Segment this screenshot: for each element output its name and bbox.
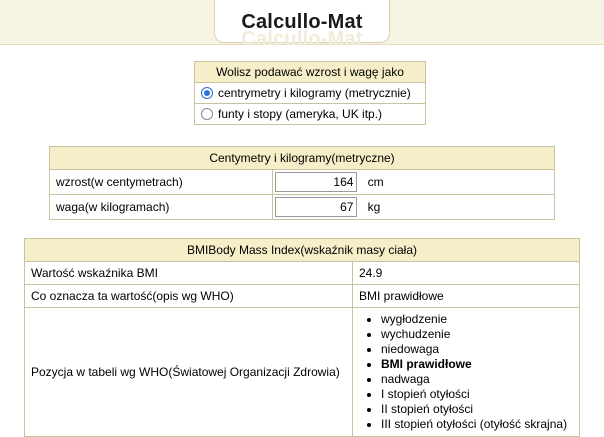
list-item: • II stopień otyłości bbox=[381, 402, 573, 417]
table-row bbox=[50, 170, 555, 195]
page-title-shadow: Calcullo-Mat bbox=[241, 28, 363, 50]
weight-input[interactable] bbox=[275, 197, 357, 217]
list-item: • wygłodzenie bbox=[381, 312, 573, 327]
height-unit: cm bbox=[363, 170, 555, 195]
list-item: • nadwaga bbox=[381, 372, 573, 387]
table-row bbox=[25, 308, 580, 437]
list-item-current: • BMI prawidłowe bbox=[381, 357, 573, 372]
list-item: • I stopień otyłości bbox=[381, 387, 573, 402]
who-scale-cell bbox=[353, 308, 580, 437]
table-row bbox=[25, 262, 580, 285]
units-selector-table bbox=[194, 61, 426, 125]
bmi-meaning-label: Co oznacza ta wartość(opis wg WHO) bbox=[25, 285, 353, 308]
units-option-imperial-label: funty i stopy (ameryka, UK itp.) bbox=[218, 107, 383, 121]
page-title: Calcullo-Mat bbox=[241, 11, 363, 33]
who-position-label: Pozycja w tabeli wg WHO(Światowej Organizacji Zdrowia) bbox=[25, 308, 353, 437]
bmi-value: 24.9 bbox=[353, 262, 580, 285]
list-item: • niedowaga bbox=[381, 342, 573, 357]
measurements-header: Centymetry i kilogramy(metryczne) bbox=[50, 147, 555, 170]
list-item: • wychudzenie bbox=[381, 327, 573, 342]
bmi-result-header: BMIBody Mass Index(wskaźnik masy ciała) bbox=[25, 239, 580, 262]
height-input[interactable] bbox=[275, 172, 357, 192]
radio-metric-icon[interactable] bbox=[201, 87, 213, 99]
weight-label: waga(w kilogramach) bbox=[50, 195, 273, 220]
height-label: wzrost(w centymetrach) bbox=[50, 170, 273, 195]
height-input-cell bbox=[273, 170, 363, 195]
units-option-metric[interactable] bbox=[195, 83, 426, 104]
header-band bbox=[0, 0, 604, 50]
radio-imperial-icon[interactable] bbox=[201, 108, 213, 120]
title-tab bbox=[214, 0, 390, 50]
bmi-result-table bbox=[24, 238, 580, 437]
who-scale-list bbox=[359, 312, 573, 432]
units-option-imperial[interactable] bbox=[195, 104, 426, 125]
table-row bbox=[25, 285, 580, 308]
bmi-meaning-value: BMI prawidłowe bbox=[353, 285, 580, 308]
weight-input-cell bbox=[273, 195, 363, 220]
units-option-metric-label: centrymetry i kilogramy (metrycznie) bbox=[218, 86, 411, 100]
bmi-value-label: Wartość wskaźnika BMI bbox=[25, 262, 353, 285]
units-header: Wolisz podawać wzrost i wagę jako bbox=[195, 62, 426, 83]
measurements-table bbox=[49, 146, 555, 220]
table-row bbox=[50, 195, 555, 220]
list-item: • III stopień otyłości (otyłość skrajna) bbox=[381, 417, 573, 432]
weight-unit: kg bbox=[363, 195, 555, 220]
